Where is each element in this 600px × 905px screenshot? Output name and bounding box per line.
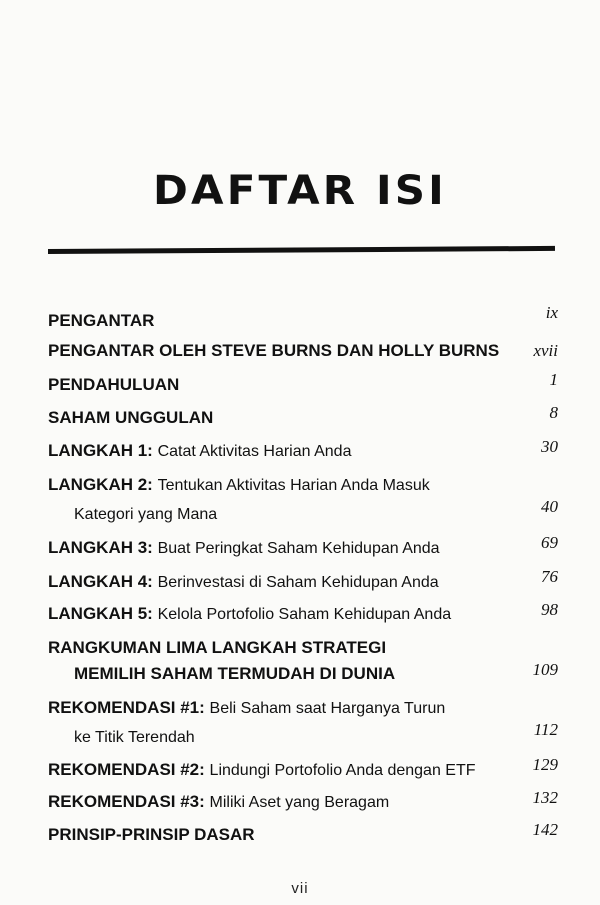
toc-page-number: xvii	[533, 341, 558, 360]
toc-entry-langkah-3[interactable]	[48, 533, 558, 560]
toc-page-number: 40	[541, 497, 558, 516]
toc-entry-title-continued: MEMILIH SAHAM TERMUDAH DI DUNIA	[74, 664, 396, 683]
toc-entry-desc-continued: ke Titik Terendah	[74, 729, 195, 746]
toc-entry-prinsip-dasar[interactable]	[48, 820, 558, 846]
toc-page-number: 30	[541, 437, 558, 456]
toc-page-number: 8	[549, 403, 558, 422]
toc-page-number: 69	[541, 533, 558, 552]
toc-entry-desc: Lindungi Portofolio Anda dengan ETF	[209, 762, 476, 779]
toc-page-number: 1	[549, 370, 558, 389]
toc-page-number: ix	[545, 303, 558, 322]
toc-page-number: 129	[532, 755, 558, 774]
toc-page-number: 98	[541, 600, 558, 619]
toc-entry-desc: Tentukan Aktivitas Harian Anda Masuk	[157, 477, 430, 494]
toc-entry-title: SAHAM UNGGULAN	[48, 408, 214, 427]
toc-entry-saham-unggulan[interactable]	[48, 403, 558, 429]
toc-entry-title: REKOMENDASI #2:	[48, 760, 205, 779]
toc-entry-langkah-5[interactable]	[48, 600, 558, 626]
toc-entry-pengantar-oleh[interactable]	[48, 340, 558, 362]
toc-page-number: 142	[532, 820, 558, 839]
toc-entry-title: PENDAHULUAN	[48, 375, 180, 394]
toc-entry-pendahuluan[interactable]	[48, 370, 558, 396]
toc-entry-title: LANGKAH 2:	[48, 475, 153, 494]
toc-page-number: 132	[532, 788, 558, 807]
toc-entry-title: RANGKUMAN LIMA LANGKAH STRATEGI	[48, 638, 387, 657]
toc-entry-title: LANGKAH 5:	[48, 604, 153, 623]
toc-entry-title: LANGKAH 3:	[48, 538, 153, 557]
toc-entry-title: LANGKAH 4:	[48, 572, 153, 591]
toc-entry-rekomendasi-2[interactable]	[48, 755, 558, 782]
toc-entry-pengantar[interactable]	[48, 303, 558, 332]
page-folio: vii	[291, 880, 309, 897]
toc-page-number: 112	[533, 720, 558, 739]
toc-entry-rekomendasi-1[interactable]	[48, 697, 558, 749]
toc-entry-desc: Buat Peringkat Saham Kehidupan Anda	[157, 540, 440, 557]
toc-page-number: 109	[532, 660, 558, 679]
toc-entry-langkah-4[interactable]	[48, 567, 558, 594]
toc-entry-title: PENGANTAR	[48, 311, 155, 330]
page-title: DAFTAR ISI	[153, 168, 447, 214]
toc-entry-desc: Berinvestasi di Saham Kehidupan Anda	[157, 574, 439, 591]
toc-entry-langkah-2[interactable]	[48, 474, 558, 526]
toc-entry-title: PRINSIP-PRINSIP DASAR	[48, 825, 255, 844]
toc-entry-desc: Beli Saham saat Harganya Turun	[209, 700, 446, 717]
toc-entry-desc: Catat Aktivitas Harian Anda	[157, 443, 352, 460]
toc-entry-desc-continued: Kategori yang Mana	[74, 506, 218, 523]
toc-entry-title: PENGANTAR OLEH STEVE BURNS DAN HOLLY BURNS	[48, 341, 500, 360]
toc-entry-title: LANGKAH 1:	[48, 441, 153, 460]
toc-page-number: 76	[541, 567, 558, 586]
toc-entry-title: REKOMENDASI #3:	[48, 792, 205, 811]
toc-entry-title: REKOMENDASI #1:	[48, 698, 205, 717]
title-divider	[48, 246, 555, 254]
toc-entry-langkah-1[interactable]	[48, 437, 558, 463]
toc-entry-rangkuman[interactable]	[48, 637, 558, 685]
toc-entry-rekomendasi-3[interactable]	[48, 788, 558, 814]
toc-entry-desc: Kelola Portofolio Saham Kehidupan Anda	[157, 606, 452, 623]
toc-entry-desc: Miliki Aset yang Beragam	[209, 794, 390, 811]
